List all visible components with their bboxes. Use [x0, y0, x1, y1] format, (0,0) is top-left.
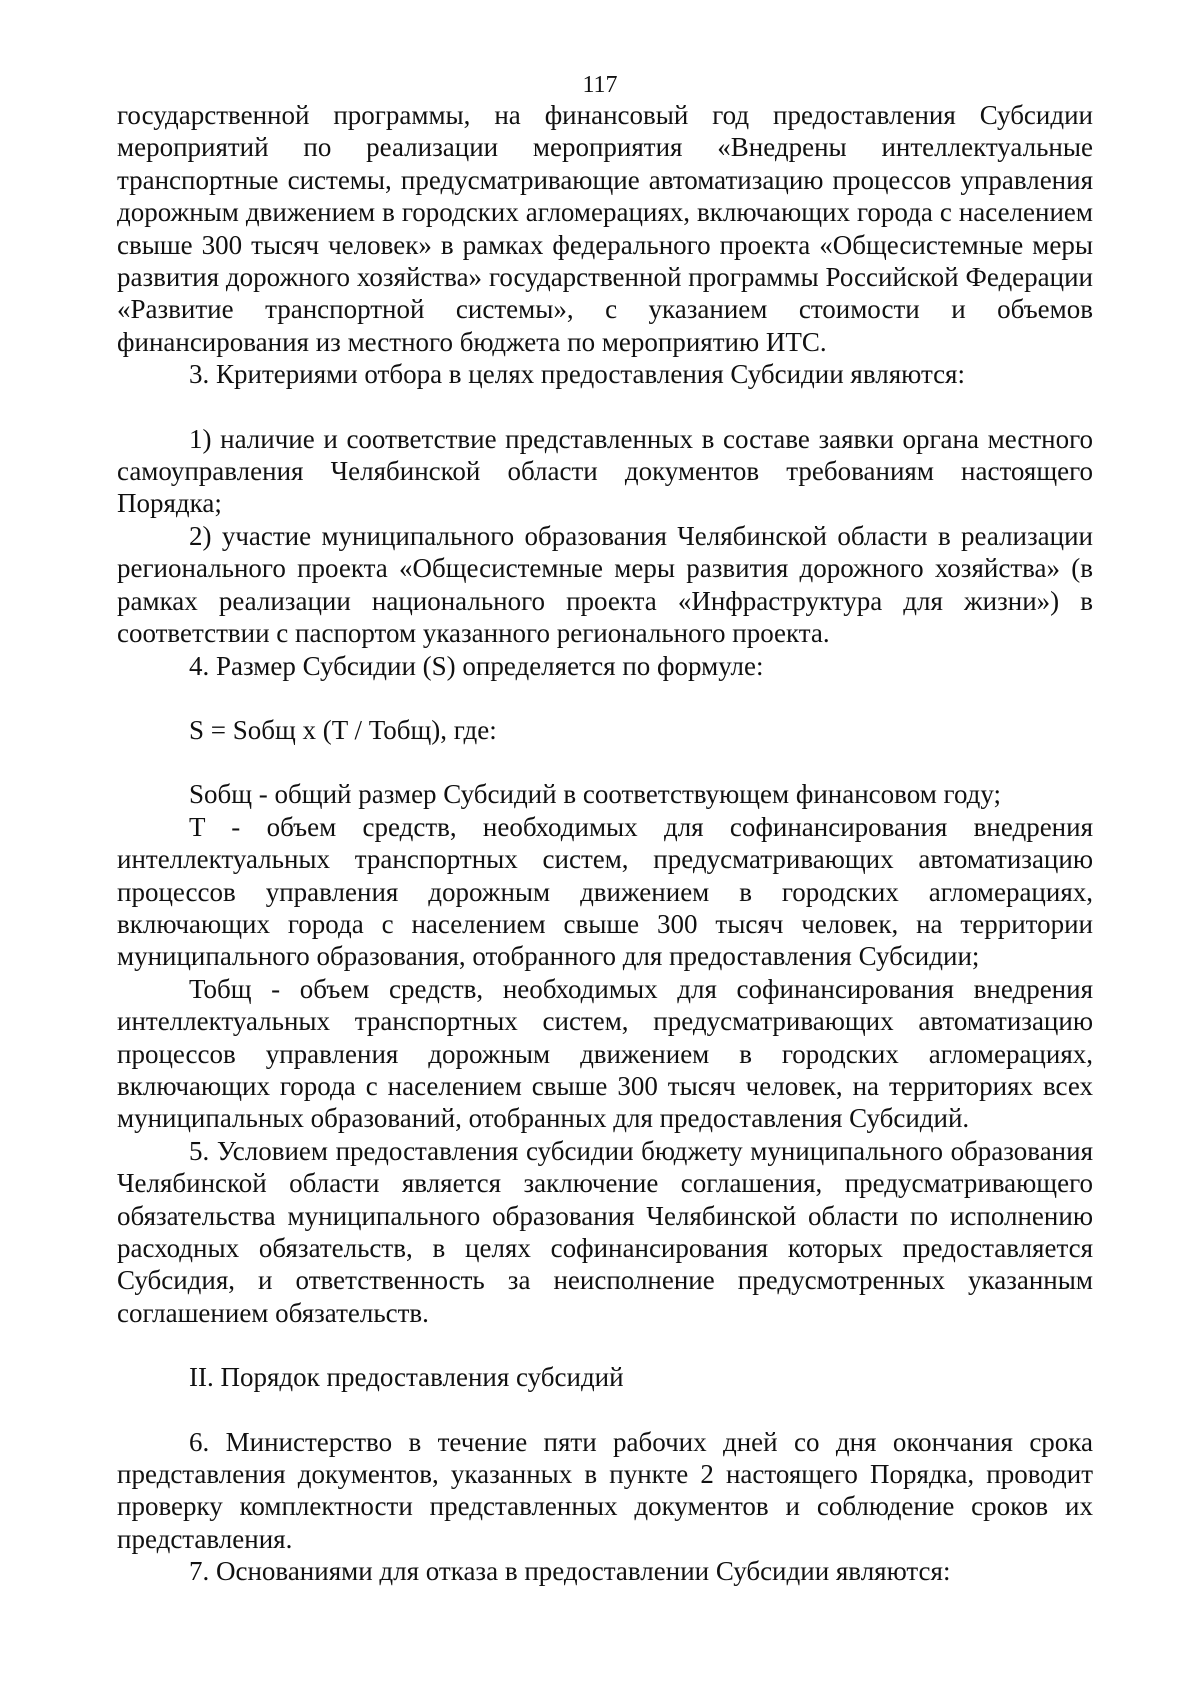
paragraph-refusal-grounds: 7. Основаниями для отказа в предоставлении Субсидии являются:	[189, 1556, 951, 1587]
paragraph-t-definition: T - объем средств, необходимых для софинансирования внедрения интеллектуальных транспортных систем, предусматривающих автоматизацию процессов управления дорожным движением в городских агломерациях, включающих города с населением свыше 300 тысяч человек, на территории муниципального образования, отобранного для предоставления Субсидии;	[117, 811, 1093, 972]
paragraph-criterion-1: 1) наличие и соответствие представленных в составе заявки органа местного самоуправления Челябинской области документов требованиям настоящего Порядка;	[117, 423, 1093, 519]
paragraph-ministry-check: 6. Министерство в течение пяти рабочих дней со дня окончания срока представления документов, указанных в пункте 2 настоящего Порядка, проводит проверку комплектности представленных документов и соблюдение сроков их представления.	[117, 1426, 1093, 1554]
paragraph-condition: 5. Условием предоставления субсидии бюджету муниципального образования Челябинской области является заключение соглашения, предусматривающего обязательства муниципального образования Челябинской области по исполнению расходных обязательств, в целях софинансирования которых предоставляется Субсидия, и ответственность за неисполнение предусмотренных указанным соглашением обязательств.	[117, 1135, 1093, 1328]
paragraph-sobsh-definition: Sобщ - общий размер Субсидий в соответствующем финансовом году;	[189, 779, 1002, 810]
paragraph-subsidy-size: 4. Размер Субсидии (S) определяется по формуле:	[189, 650, 764, 681]
document-body	[117, 99, 1093, 1588]
page-number: 117	[582, 72, 618, 98]
paragraph-criteria-intro: 3. Критериями отбора в целях предоставления Субсидии являются:	[189, 359, 965, 390]
subsidy-formula: S = Sобщ x (T / Тобщ), где:	[189, 714, 497, 745]
paragraph-tobsh-definition: Тобщ - объем средств, необходимых для софинансирования внедрения интеллектуальных транспортных систем, предусматривающих автоматизацию процессов управления дорожным движением в городских агломерациях, включающих города с населением свыше 300 тысяч человек, на территориях всех муниципальных образований, отобранных для предоставления Субсидий.	[117, 973, 1093, 1134]
paragraph-program-continuation: государственной программы, на финансовый год предоставления Субсидии мероприятий по реализации мероприятия «Внедрены интеллектуальные транспортные системы, предусматривающие автоматизацию процессов управления дорожным движением в городских агломерациях, включающих города с населением свыше 300 тысяч человек» в рамках федерального проекта «Общесистемные меры развития дорожного хозяйства» государственной программы Российской Федерации «Развитие транспортной системы», с указанием стоимости и объемов финансирования из местного бюджета по мероприятию ИТС.	[117, 100, 1093, 357]
paragraph-criterion-2: 2) участие муниципального образования Челябинской области в реализации регионального проекта «Общесистемные меры развития дорожного хозяйства» (в рамках реализации национального проекта «Инфраструктура для жизни») в соответствии с паспортом указанного регионального проекта.	[117, 520, 1093, 649]
section-heading: II. Порядок предоставления субсидий	[189, 1362, 624, 1393]
